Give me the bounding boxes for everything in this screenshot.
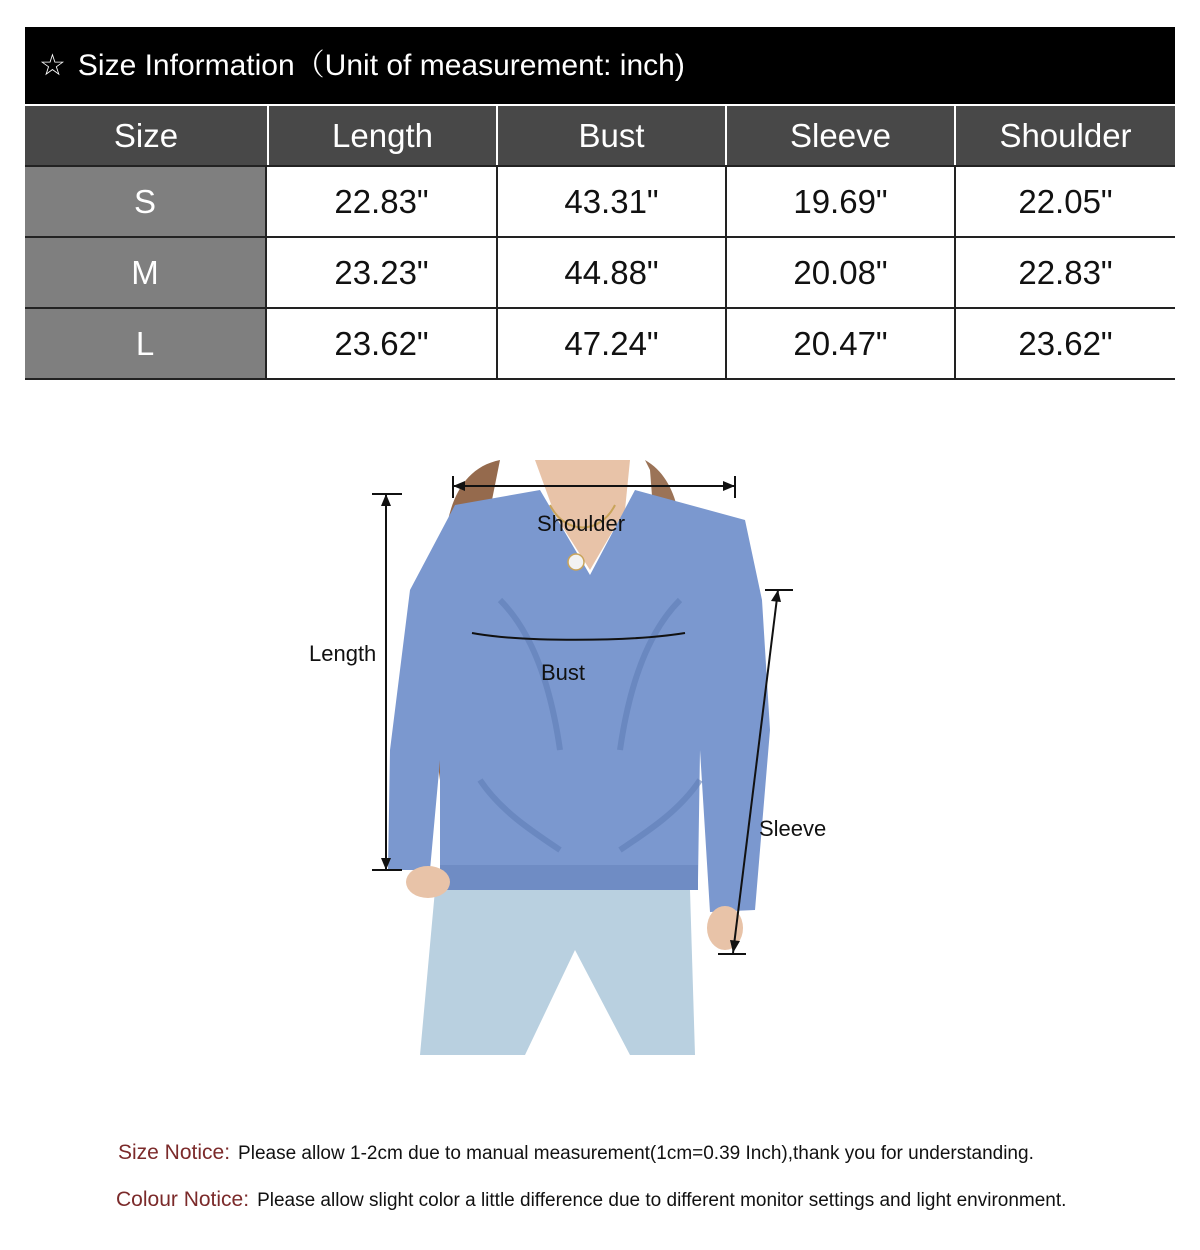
model-photo [300, 450, 860, 1070]
header-shoulder: Shoulder [954, 106, 1175, 165]
size-notice-label: Size Notice: [118, 1141, 231, 1164]
bust-label: Bust [541, 660, 586, 685]
shoulder-label: Shoulder [537, 511, 626, 536]
table-row [25, 307, 1175, 380]
jeans-shape [420, 890, 695, 1055]
colour-notice-label: Colour Notice: [116, 1188, 250, 1211]
table-header-row [25, 104, 1175, 165]
sleeve-cell: 20.08" [725, 238, 954, 307]
size-cell: L [25, 309, 267, 378]
pendant-shape [568, 554, 584, 570]
colour-notice [116, 1188, 1066, 1212]
header-sleeve: Sleeve [725, 106, 954, 165]
shoulder-arrowhead [723, 481, 735, 491]
header-size: Size [25, 106, 267, 165]
table-title-bar [25, 27, 1175, 104]
header-length: Length [267, 106, 496, 165]
size-cell: M [25, 238, 267, 307]
size-notice-text: Please allow 1-2cm due to manual measurement(1cm=0.39 Inch),thank you for understanding. [238, 1143, 1034, 1164]
size-notice [118, 1141, 1034, 1165]
shoulder-cell: 23.62" [954, 309, 1175, 378]
measurement-figure [300, 450, 860, 1070]
header-bust: Bust [496, 106, 725, 165]
table-row [25, 165, 1175, 236]
table-row [25, 236, 1175, 307]
bust-cell: 47.24" [496, 309, 725, 378]
size-cell: S [25, 167, 267, 236]
length-cell: 22.83" [267, 167, 496, 236]
bust-cell: 43.31" [496, 167, 725, 236]
sleeve-arrowhead [730, 940, 740, 953]
hand-shape [406, 866, 450, 898]
sleeve-cell: 19.69" [725, 167, 954, 236]
colour-notice-text: Please allow slight color a little difference due to different monitor settings and light environment. [257, 1190, 1067, 1211]
sweater-shape [388, 490, 770, 912]
star-outline-icon: ☆ [39, 49, 66, 82]
length-cell: 23.23" [267, 238, 496, 307]
sleeve-label: Sleeve [759, 816, 827, 841]
size-table [25, 27, 1175, 380]
sleeve-cell: 20.47" [725, 309, 954, 378]
length-arrowhead [381, 494, 391, 506]
shoulder-cell: 22.05" [954, 167, 1175, 236]
table-title: Size Information（Unit of measurement: inch) [77, 49, 685, 82]
sleeve-arrowhead [771, 590, 781, 602]
length-label: Length [309, 641, 377, 666]
shoulder-arrowhead [453, 481, 465, 491]
shoulder-cell: 22.83" [954, 238, 1175, 307]
bust-cell: 44.88" [496, 238, 725, 307]
sweater-hem [440, 865, 698, 890]
length-cell: 23.62" [267, 309, 496, 378]
